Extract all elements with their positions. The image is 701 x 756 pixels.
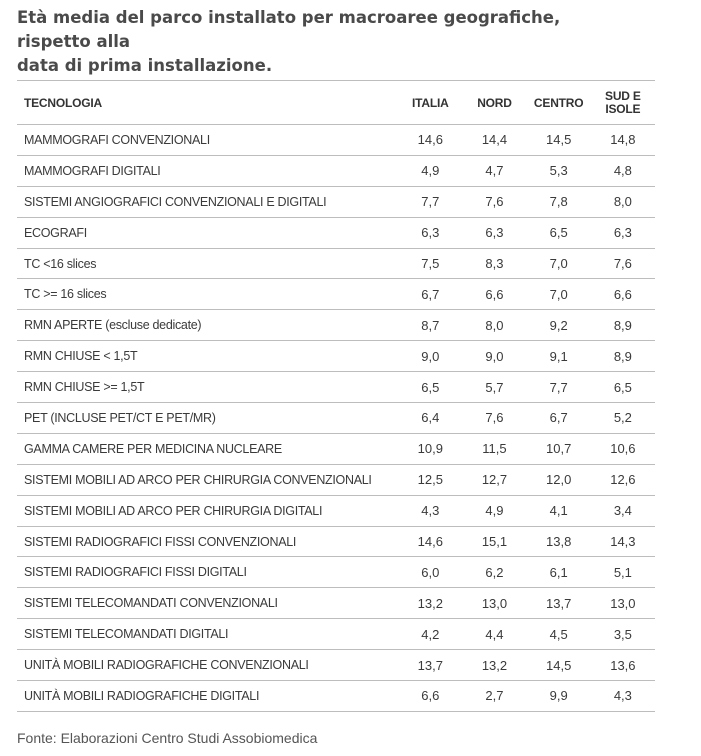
cell-nord: 2,7 [462,681,526,712]
cell-centro: 7,7 [527,372,591,403]
cell-sud-isole: 8,0 [591,186,655,217]
cell-centro: 10,7 [527,433,591,464]
cell-italia: 4,3 [398,495,462,526]
cell-centro: 14,5 [527,650,591,681]
cell-sud-isole: 10,6 [591,433,655,464]
cell-sud-isole: 5,1 [591,557,655,588]
cell-nord: 4,7 [462,155,526,186]
table-row [17,681,655,712]
table-row [17,310,655,341]
table-row [17,125,655,156]
cell-italia: 6,3 [398,217,462,248]
cell-tecnologia: PET (INCLUSE PET/CT E PET/MR) [17,403,398,434]
cell-centro: 4,1 [527,495,591,526]
cell-sud-isole: 3,5 [591,619,655,650]
cell-tecnologia: ECOGRAFI [17,217,398,248]
cell-sud-isole: 3,4 [591,495,655,526]
cell-italia: 10,9 [398,433,462,464]
cell-sud-isole: 12,6 [591,464,655,495]
cell-centro: 5,3 [527,155,591,186]
cell-tecnologia: SISTEMI RADIOGRAFICI FISSI CONVENZIONALI [17,526,398,557]
table-row [17,619,655,650]
cell-italia: 13,7 [398,650,462,681]
cell-tecnologia: SISTEMI TELECOMANDATI CONVENZIONALI [17,588,398,619]
table-body [17,125,655,712]
cell-tecnologia: RMN CHIUSE < 1,5T [17,341,398,372]
cell-italia: 6,0 [398,557,462,588]
cell-centro: 7,8 [527,186,591,217]
cell-nord: 6,2 [462,557,526,588]
table-row [17,372,655,403]
header-sud-line-2: ISOLE [605,101,641,116]
cell-nord: 13,0 [462,588,526,619]
cell-italia: 12,5 [398,464,462,495]
title-line-2: data di prima installazione. [17,56,273,75]
cell-nord: 4,4 [462,619,526,650]
cell-italia: 8,7 [398,310,462,341]
cell-centro: 13,7 [527,588,591,619]
cell-centro: 9,9 [527,681,591,712]
cell-sud-isole: 6,3 [591,217,655,248]
cell-italia: 14,6 [398,125,462,156]
cell-tecnologia: SISTEMI MOBILI AD ARCO PER CHIRURGIA DIGITALI [17,495,398,526]
cell-nord: 12,7 [462,464,526,495]
header-sud-line-1: SUD E [605,88,641,103]
table-row [17,341,655,372]
table-row [17,495,655,526]
cell-sud-isole: 13,0 [591,588,655,619]
cell-tecnologia: SISTEMI TELECOMANDATI DIGITALI [17,619,398,650]
cell-sud-isole: 7,6 [591,248,655,279]
cell-italia: 4,2 [398,619,462,650]
cell-tecnologia: TC <16 slices [17,248,398,279]
cell-tecnologia: RMN APERTE (escluse dedicate) [17,310,398,341]
cell-centro: 7,0 [527,279,591,310]
table-row [17,433,655,464]
table-row [17,279,655,310]
cell-centro: 7,0 [527,248,591,279]
cell-sud-isole: 4,3 [591,681,655,712]
cell-centro: 6,7 [527,403,591,434]
cell-tecnologia: UNITÀ MOBILI RADIOGRAFICHE CONVENZIONALI [17,650,398,681]
cell-italia: 7,5 [398,248,462,279]
cell-nord: 9,0 [462,341,526,372]
cell-nord: 8,0 [462,310,526,341]
cell-italia: 6,7 [398,279,462,310]
cell-centro: 4,5 [527,619,591,650]
cell-nord: 4,9 [462,495,526,526]
header-sud-isole [591,81,655,125]
cell-nord: 7,6 [462,186,526,217]
age-table [17,80,655,712]
table-row [17,464,655,495]
cell-centro: 6,5 [527,217,591,248]
cell-tecnologia: TC >= 16 slices [17,279,398,310]
cell-sud-isole: 4,8 [591,155,655,186]
cell-sud-isole: 13,6 [591,650,655,681]
header-nord: NORD [462,81,526,125]
title-line-1: Età media del parco installato per macroaree geografiche, rispetto alla [17,8,561,51]
cell-nord: 7,6 [462,403,526,434]
table-row [17,650,655,681]
header-centro: CENTRO [527,81,591,125]
table-row [17,217,655,248]
source-note: Fonte: Elaborazioni Centro Studi Assobiomedica [17,730,318,746]
cell-nord: 13,2 [462,650,526,681]
cell-italia: 6,6 [398,681,462,712]
header-italia: ITALIA [398,81,462,125]
cell-italia: 6,4 [398,403,462,434]
cell-sud-isole: 6,6 [591,279,655,310]
cell-italia: 14,6 [398,526,462,557]
cell-italia: 7,7 [398,186,462,217]
cell-sud-isole: 5,2 [591,403,655,434]
cell-centro: 14,5 [527,125,591,156]
cell-tecnologia: MAMMOGRAFI CONVENZIONALI [17,125,398,156]
table-row [17,186,655,217]
cell-italia: 6,5 [398,372,462,403]
cell-tecnologia: UNITÀ MOBILI RADIOGRAFICHE DIGITALI [17,681,398,712]
table-row [17,588,655,619]
cell-centro: 6,1 [527,557,591,588]
cell-nord: 14,4 [462,125,526,156]
cell-nord: 8,3 [462,248,526,279]
cell-nord: 5,7 [462,372,526,403]
cell-nord: 11,5 [462,433,526,464]
cell-nord: 6,6 [462,279,526,310]
cell-tecnologia: SISTEMI ANGIOGRAFICI CONVENZIONALI E DIGITALI [17,186,398,217]
table-row [17,526,655,557]
cell-italia: 13,2 [398,588,462,619]
header-tecnologia: TECNOLOGIA [17,81,398,125]
page-title [17,6,617,78]
table-row [17,557,655,588]
cell-nord: 6,3 [462,217,526,248]
cell-tecnologia: RMN CHIUSE >= 1,5T [17,372,398,403]
table-row [17,155,655,186]
cell-sud-isole: 8,9 [591,341,655,372]
cell-tecnologia: GAMMA CAMERE PER MEDICINA NUCLEARE [17,433,398,464]
cell-sud-isole: 8,9 [591,310,655,341]
cell-tecnologia: SISTEMI MOBILI AD ARCO PER CHIRURGIA CONVENZIONALI [17,464,398,495]
table-header-row [17,81,655,125]
cell-centro: 9,2 [527,310,591,341]
cell-centro: 9,1 [527,341,591,372]
cell-tecnologia: MAMMOGRAFI DIGITALI [17,155,398,186]
cell-centro: 12,0 [527,464,591,495]
cell-nord: 15,1 [462,526,526,557]
cell-italia: 4,9 [398,155,462,186]
cell-sud-isole: 6,5 [591,372,655,403]
table-row [17,248,655,279]
cell-italia: 9,0 [398,341,462,372]
cell-centro: 13,8 [527,526,591,557]
cell-tecnologia: SISTEMI RADIOGRAFICI FISSI DIGITALI [17,557,398,588]
table-row [17,403,655,434]
cell-sud-isole: 14,3 [591,526,655,557]
cell-sud-isole: 14,8 [591,125,655,156]
